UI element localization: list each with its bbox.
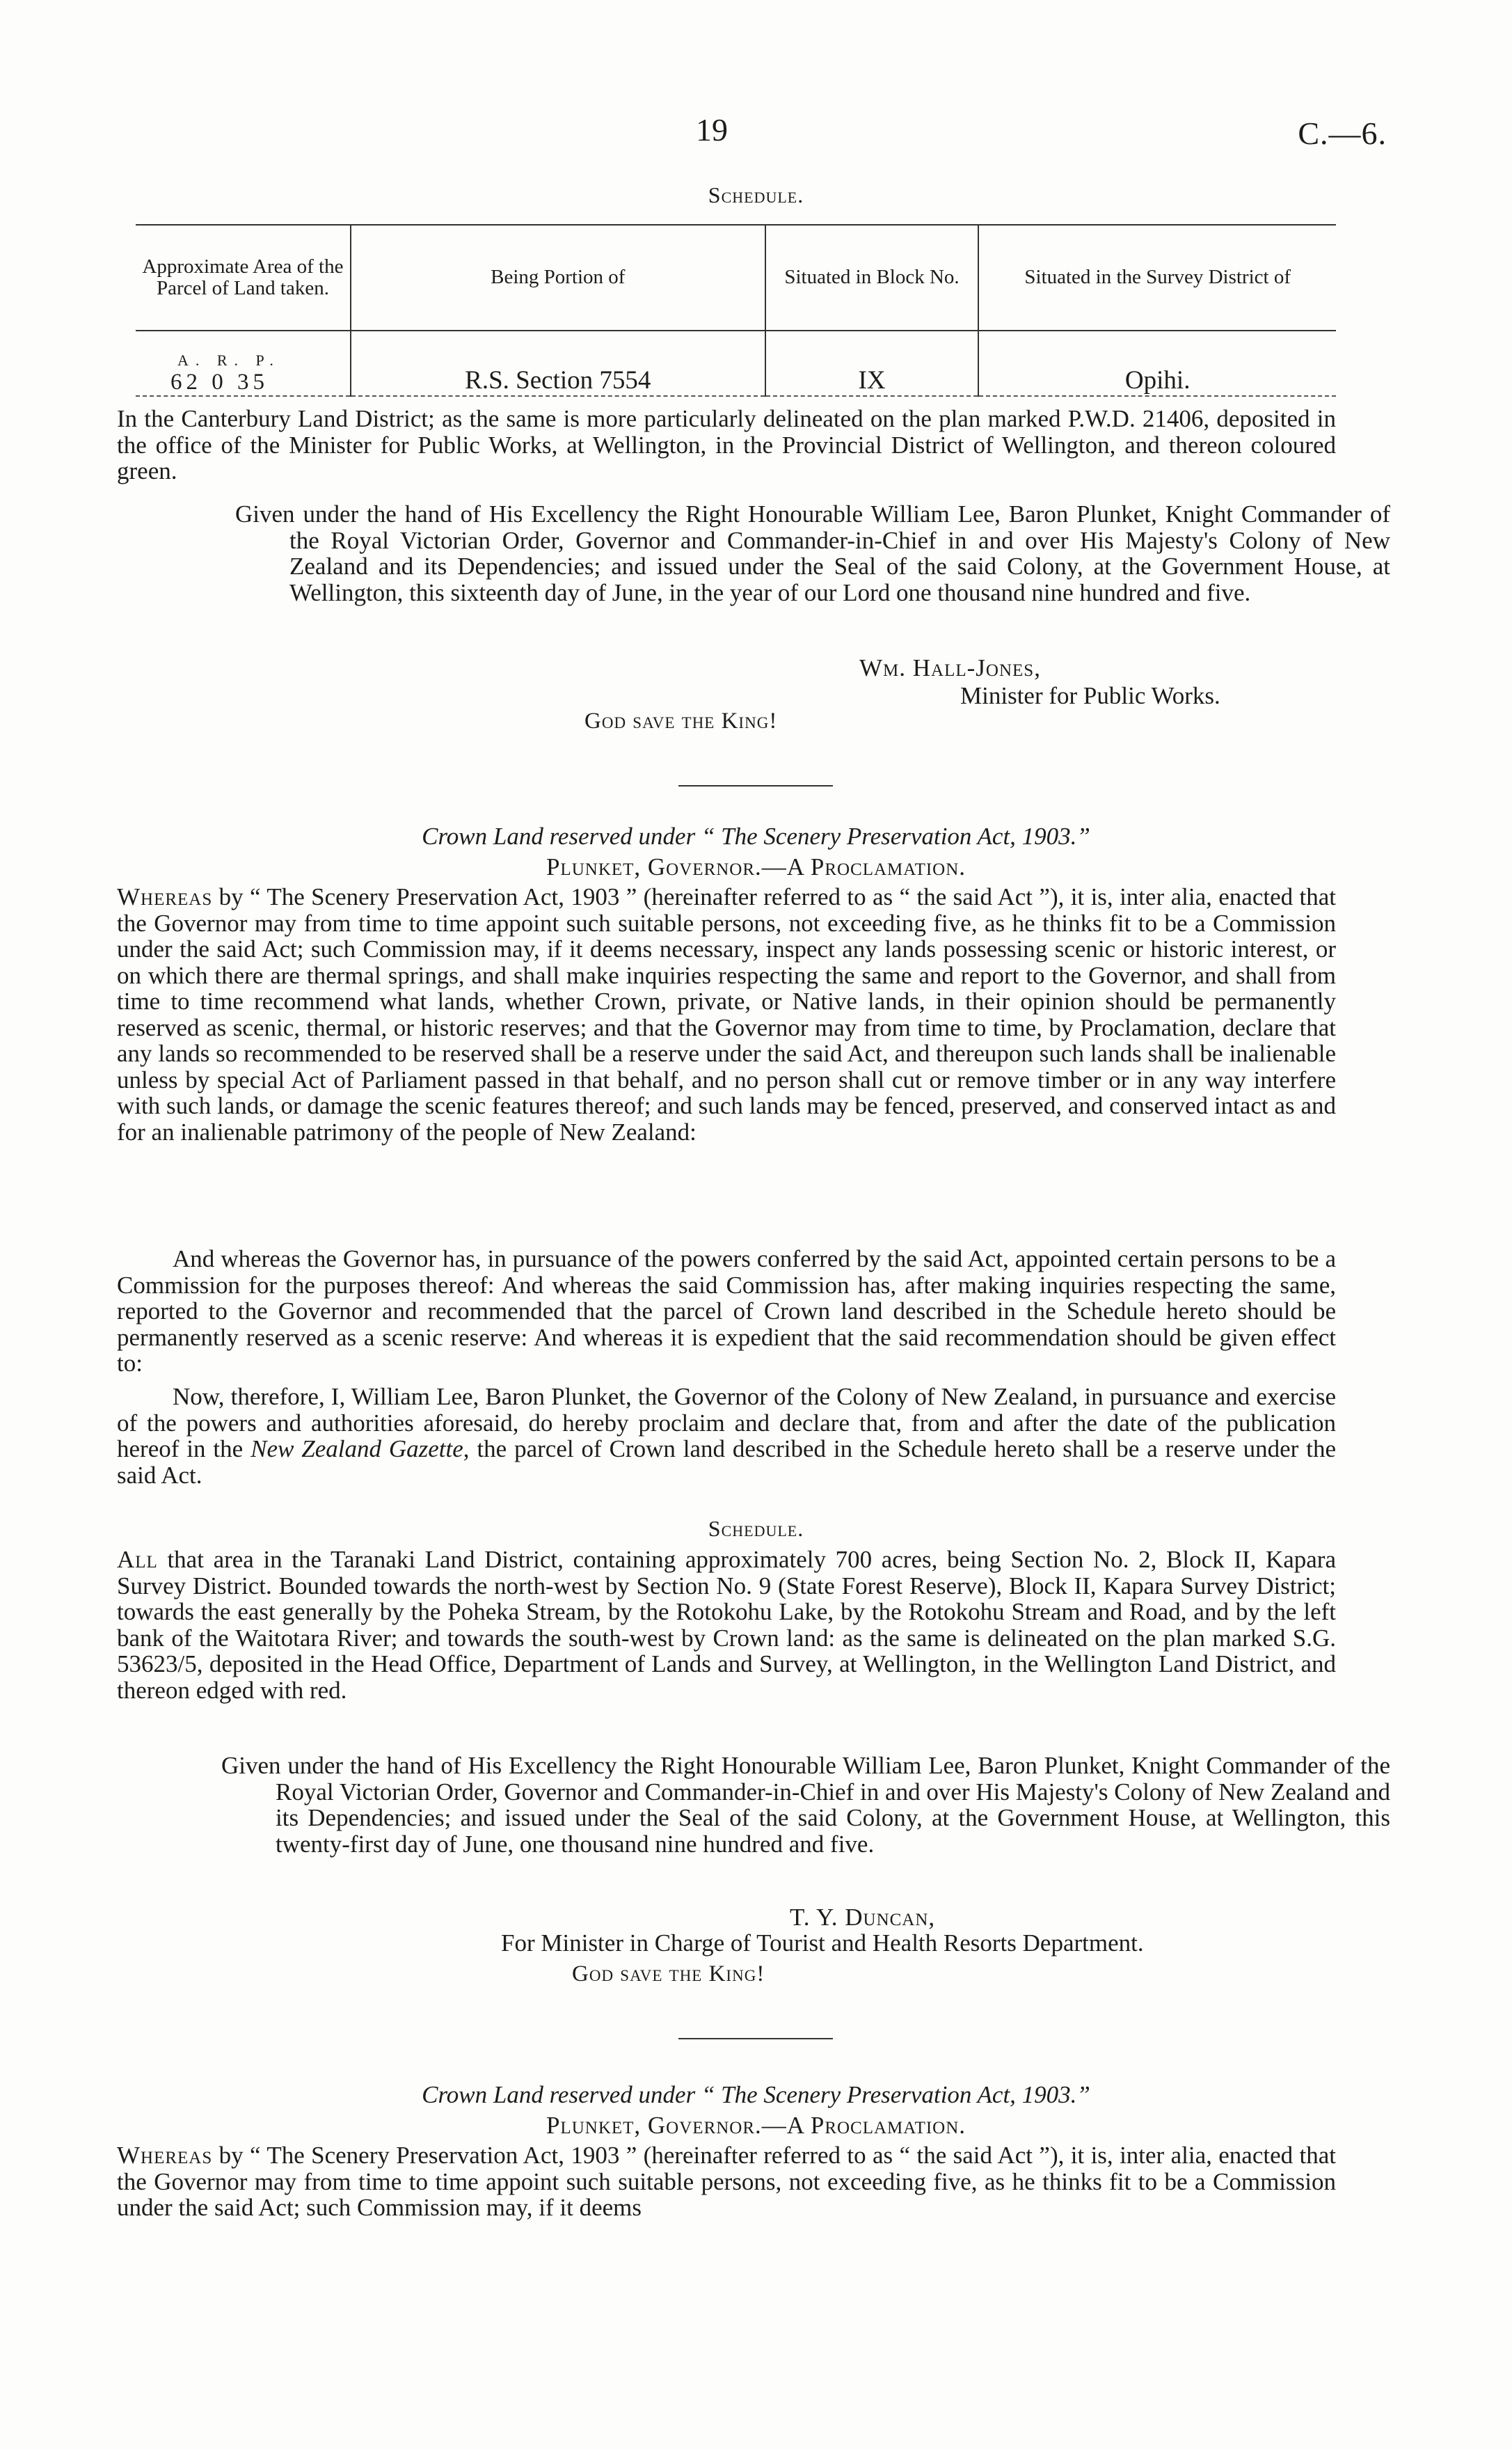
proclamation-paragraph-whereas-2: Whereas by “ The Scenery Preservation Act, 1903 ” (hereinafter referred to as “ the said Act ”), it is, inter alia, enacted that the Governor may from time to time appoint such suitable persons, not exceeding five, as he thinks fit to be a Commission under the said Act; such Commission may, if it deems: [117, 2142, 1336, 2221]
document-code: C.—6.: [1298, 116, 1387, 151]
area-units: A. R. P.: [177, 351, 280, 369]
given-under-hand-2: Given under the hand of His Excellency the Right Honourable William Lee, Baron Plunket, Knight Commander of the Royal Victorian Order, Governor and Commander-in-Chief in and over His Majesty's Colony of New Zealand and its Dependencies; and issued under the Seal of the said Colony, at the Government House, at Wellington, this twenty-first day of June, one thousand nine hundred and five.: [221, 1752, 1390, 1858]
cell-portion: R.S. Section 7554: [351, 331, 765, 396]
signatory-title-2: For Minister in Charge of Tourist and Health Resorts Department.: [501, 1929, 1144, 1957]
proclamation-paragraph-whereas: Whereas by “ The Scenery Preservation Act, 1903 ” (hereinafter referred to as “ the said Act ”), it is, inter alia, enacted that the Governor may from time to time appoint such suitable persons, not exceeding five, as he thinks fit to be a Commission under the said Act; such Commission may, if it deems necessary, inspect any lands possessing scenic or historic interest, or on which there are thermal springs, and shall make inquiries respecting the same and report to the Governor, and shall from time to time recommend what lands, whether Crown, private, or Native lands, in their opinion should be permanently reserved as scenic, thermal, or historic reserves; and that the Governor may from time to time, by Proclamation, declare that any lands so recommended to be reserved shall be a reserve under the said Act, and thereupon such lands shall be inalienable unless by special Act of Parliament passed in that behalf, and no person shall cut or remove timber or in any way interfere with such lands, or damage the scenic features thereof; and such lands may be fenced, preserved, and conserved intact as and for an inalienable patrimony of the people of New Zealand:: [117, 883, 1336, 1146]
table-row: [136, 331, 1336, 396]
section-divider-2: [678, 2038, 833, 2039]
page-number: 19: [696, 112, 728, 148]
schedule-description: In the Canterbury Land District; as the same is more particularly delineated on the plan marked P.W.D. 21406, deposited in the office of the Minister for Public Works, at Wellington, in the Provincial District of Wellington, and thereon coloured green.: [117, 405, 1336, 484]
column-header-portion: Being Portion of: [351, 225, 765, 331]
schedule-header-row: [136, 225, 1336, 331]
section-divider: [678, 785, 833, 787]
god-save-king-2: God save the King!: [572, 1961, 765, 1986]
proclamation-paragraph-and-whereas: And whereas the Governor has, in pursuance of the powers conferred by the said Act, appointed certain persons to be a Commission for the purposes thereof: And whereas the said Commission has, after making inquiries respecting the same, reported to the Governor and recommended that the parcel of Crown land described in the Schedule hereto should be permanently reserved as a scenic reserve: And whereas it is expedient that the said recommendation should be given effect to:: [117, 1245, 1336, 1377]
proclamation-title: Crown Land reserved under “ The Scenery Preservation Act, 1903.”: [422, 823, 1090, 850]
cell-district: Opihi.: [978, 331, 1336, 396]
given-under-hand-1: Given under the hand of His Excellency the Right Honourable William Lee, Baron Plunket, Knight Commander of the Royal Victorian Order, Governor and Commander-in-Chief in and over His Majesty's Colony of New Zealand and its Dependencies; and issued under the Seal of the said Colony, at the Government House, at Wellington, this sixteenth day of June, in the year of our Lord one thousand nine hundred and five.: [235, 500, 1390, 606]
cell-block: IX: [765, 331, 979, 396]
area-value: 62 0 35: [170, 370, 269, 395]
column-header-district: Situated in the Survey District of: [978, 225, 1336, 331]
god-save-king-1: God save the King!: [584, 709, 778, 734]
proclamation-subtitle: Plunket, Governor.—A Proclamation.: [546, 853, 966, 880]
column-header-area: Approximate Area of the Parcel of Land taken.: [136, 225, 351, 331]
signatory-2: T. Y. Duncan,: [790, 1904, 936, 1931]
proclamation-title-2: Crown Land reserved under “ The Scenery Preservation Act, 1903.”: [422, 2081, 1090, 2108]
schedule-title-2: Schedule.: [708, 1516, 804, 1541]
schedule-title: Schedule.: [708, 182, 804, 207]
signatory-title-1: Minister for Public Works.: [960, 682, 1220, 709]
column-header-block: Situated in Block No.: [765, 225, 979, 331]
schedule-table: [136, 224, 1336, 397]
cell-area: [136, 331, 351, 396]
proclamation-subtitle-2: Plunket, Governor.—A Proclamation.: [546, 2112, 966, 2139]
schedule-text-2: All that area in the Taranaki Land District, containing approximately 700 acres, being Section No. 2, Block II, Kapara Survey District. Bounded towards the north-west by Section No. 9 (State Forest Reserve), Block II, Kapara Survey District; towards the east generally by the Poheka Stream, by the Rotokohu Lake, by the Rotokohu Stream and Road, and by the left bank of the Waitotara River; and towards the south-west by Crown land: as the same is delineated on the plan marked S.G. 53623/5, deposited in the Head Office, Department of Lands and Survey, at Wellington, in the Wellington Land District, and thereon edged with red.: [117, 1546, 1336, 1704]
proclamation-paragraph-now-therefore: Now, therefore, I, William Lee, Baron Plunket, the Governor of the Colony of New Zealand, in pursuance and exercise of the powers and authorities aforesaid, do hereby proclaim and declare that, from and after the date of the publication hereof in the New Zealand Gazette, the parcel of Crown land described in the Schedule hereto shall be a reserve under the said Act.: [117, 1383, 1336, 1489]
signatory-1: Wm. Hall-Jones,: [859, 654, 1041, 681]
